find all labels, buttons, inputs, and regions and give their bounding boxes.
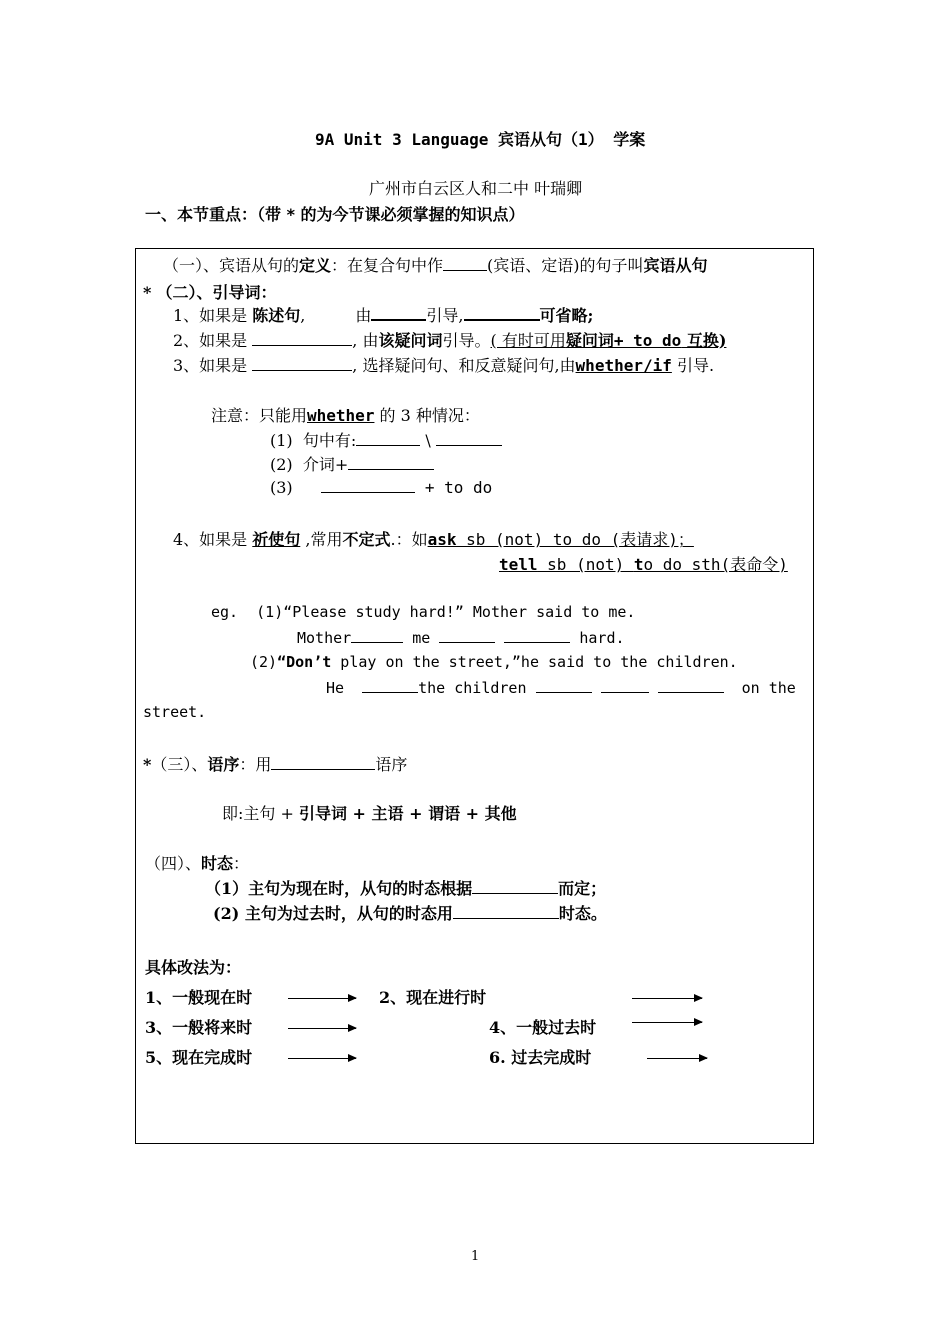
arrow-icon xyxy=(288,1028,356,1029)
author-line: 广州市白云区人和二中 叶瑞卿 xyxy=(369,179,583,198)
blank[interactable] xyxy=(439,628,495,643)
blank[interactable] xyxy=(464,305,540,321)
tense-line-2: (2) 主句为过去时，从句的时态用 时态。 xyxy=(213,904,607,923)
change-item-1: 1、一般现在时 xyxy=(145,988,253,1007)
change-item-3: 3、一般将来时 xyxy=(145,1018,253,1037)
example-2: (2)“Don’t play on the street,”he said to the children. xyxy=(250,653,738,671)
item-4-line: 4、如果是 祈使句 ,常用不定式.：如ask sb (not) to do (表请求)； xyxy=(173,530,694,549)
blank[interactable] xyxy=(601,678,649,693)
note-line: 注意：只能用whether 的 3 种情况： xyxy=(211,406,480,425)
note-case-3: (3) + to do xyxy=(270,478,493,497)
note-case-2: (2) 介词+ xyxy=(270,452,434,475)
intro-item-2: 2、如果是 , 由该疑问词引导。( 有时可用疑问词+ to do 互换) xyxy=(173,331,727,350)
blank[interactable] xyxy=(371,305,426,321)
section-heading: 一、本节重点：（带 * 的为今节课必须掌握的知识点） xyxy=(145,205,525,224)
blank[interactable] xyxy=(453,904,559,919)
tense-heading: （四）、时态： xyxy=(145,854,250,873)
page-title: 9A Unit 3 Language 宾语从句（1） 学案 xyxy=(315,130,646,149)
example-1: eg. (1)“Please study hard!” Mother said to me. xyxy=(211,603,636,621)
blank[interactable] xyxy=(536,678,592,693)
intro-item-3: 3、如果是 , 选择疑问句、和反意疑问句,由whether/if 引导. xyxy=(173,356,715,375)
intro-item-1: 1、如果是 陈述句, 由 引导, 可省略; xyxy=(173,306,594,325)
blank[interactable] xyxy=(658,678,724,693)
item-4-line-2: tell sb (not) to do sth(表命令) xyxy=(499,555,788,574)
blank[interactable] xyxy=(321,478,415,493)
change-item-2: 2、现在进行时 xyxy=(379,988,487,1007)
arrow-icon xyxy=(288,1058,356,1059)
tense-line-1: （1）主句为现在时，从句的时态根据 而定； xyxy=(205,879,607,898)
blank[interactable] xyxy=(356,431,420,446)
blank[interactable] xyxy=(348,455,434,470)
blank[interactable] xyxy=(472,879,558,894)
blank[interactable] xyxy=(271,755,375,770)
arrow-icon xyxy=(632,1022,702,1023)
arrow-icon xyxy=(647,1058,707,1059)
blank[interactable] xyxy=(504,628,570,643)
order-line: *（三）、语序：用 语序 xyxy=(143,755,408,774)
page-number: 1 xyxy=(471,1249,480,1264)
order-formula: 即:主句 + 引导词 + 主语 + 谓语 + 其他 xyxy=(222,804,517,823)
arrow-icon xyxy=(632,998,702,999)
change-item-4: 4、一般过去时 xyxy=(489,1018,597,1037)
intro-heading: * （二）、引导词： xyxy=(143,283,277,302)
example-2-fill: He the children on the xyxy=(326,679,796,697)
example-2-tail: street. xyxy=(143,703,207,721)
arrow-icon xyxy=(288,998,356,999)
example-1-fill: Mother me hard. xyxy=(297,629,625,647)
blank[interactable] xyxy=(351,628,403,643)
blank[interactable] xyxy=(436,431,502,446)
change-item-5: 5、现在完成时 xyxy=(145,1048,253,1067)
blank[interactable] xyxy=(362,678,418,693)
change-item-6: 6. 过去完成时 xyxy=(489,1048,592,1067)
note-case-1: (1) 句中有: \ xyxy=(270,428,502,451)
blank[interactable] xyxy=(443,256,487,271)
changes-heading: 具体改法为： xyxy=(145,958,242,977)
definition-line: （一）、宾语从句的定义：在复合句中作 (宾语、定语)的句子叫宾语从句 xyxy=(163,256,708,275)
blank[interactable] xyxy=(252,331,352,346)
blank[interactable] xyxy=(252,356,352,371)
